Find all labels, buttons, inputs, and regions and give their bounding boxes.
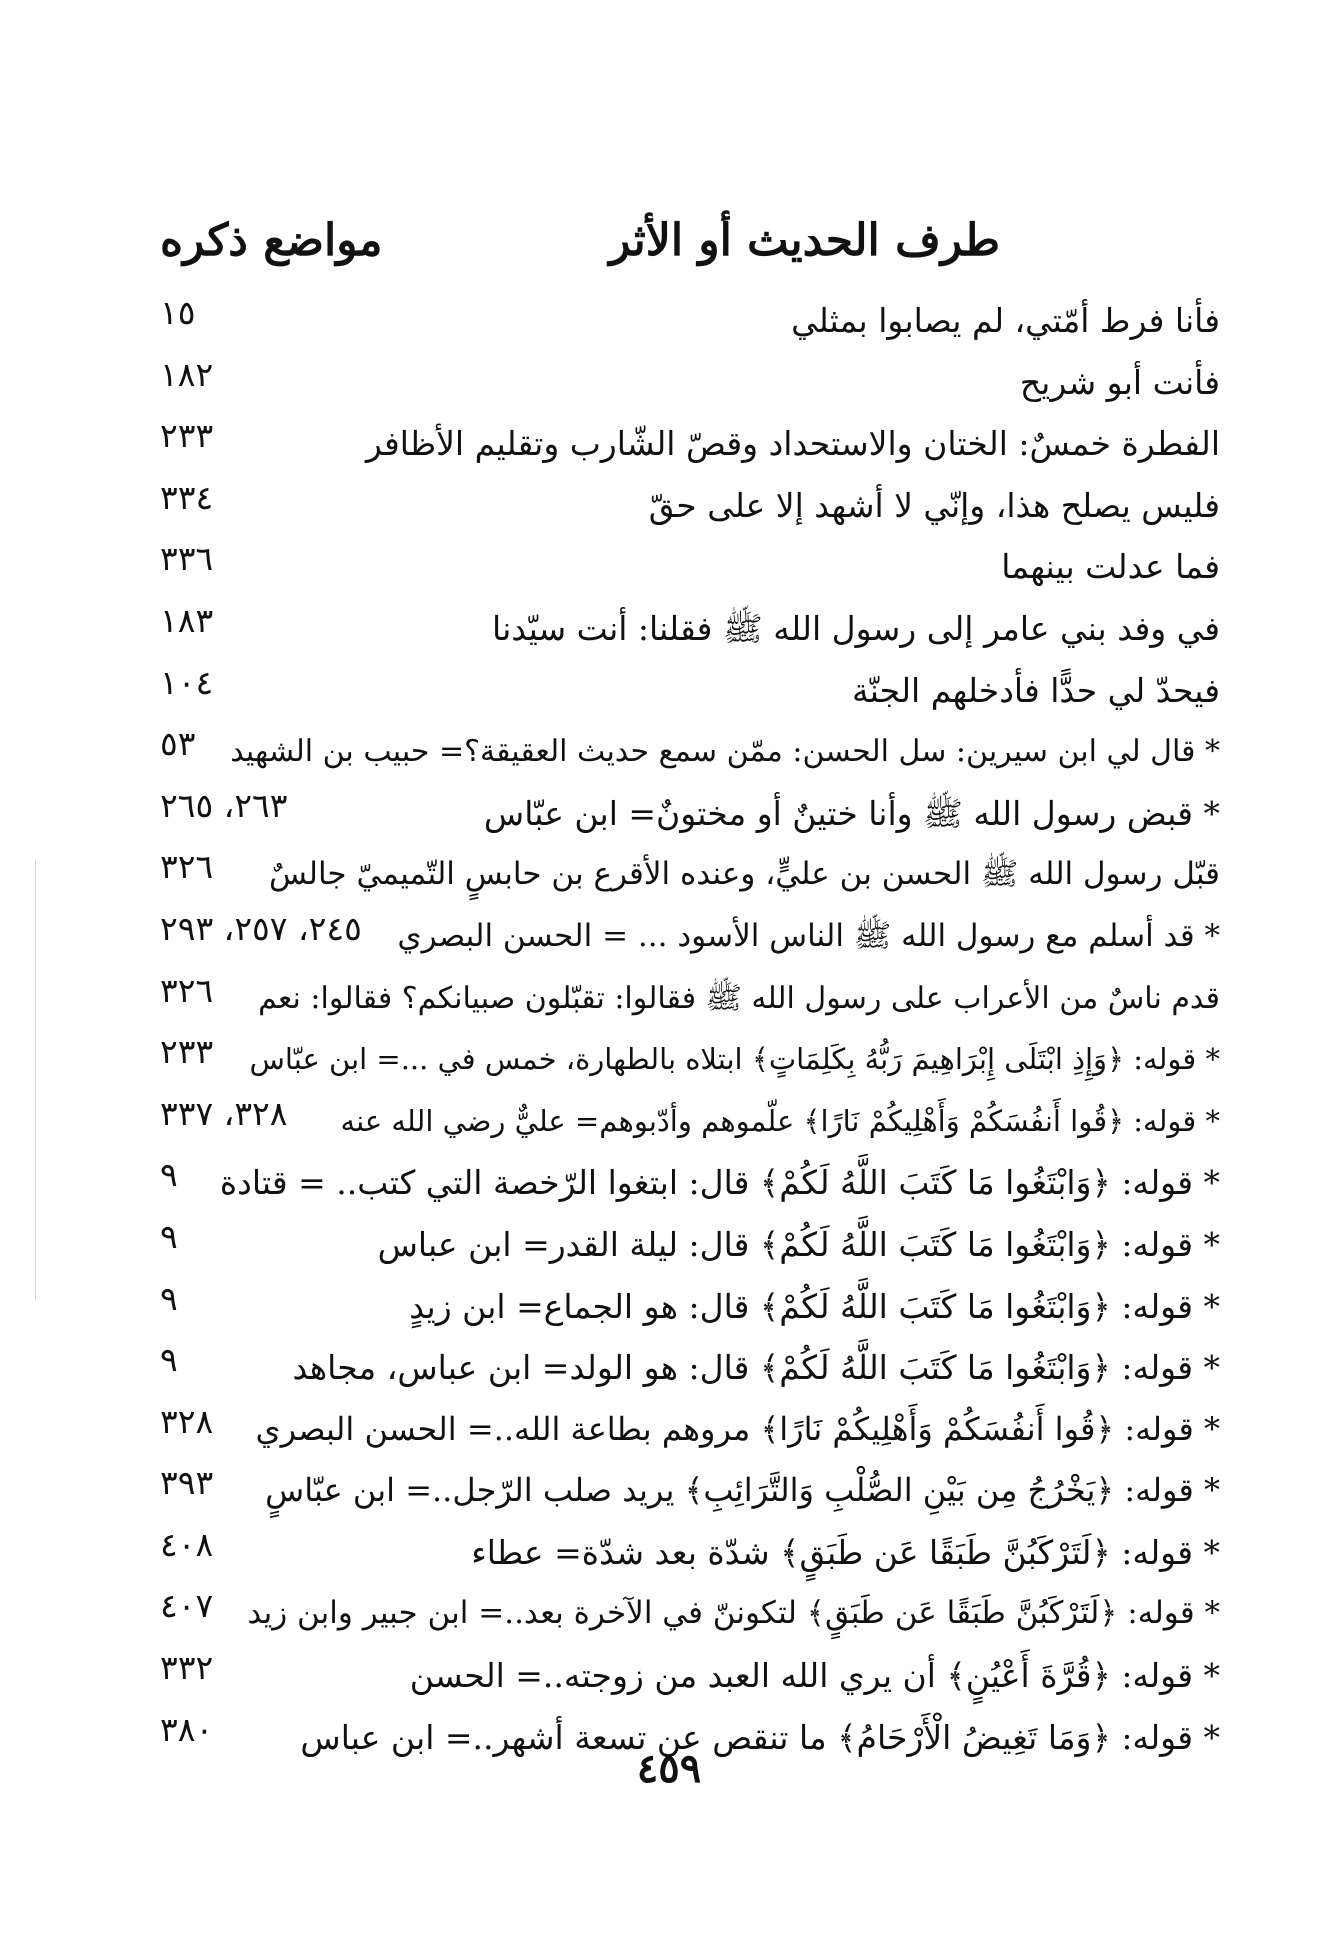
- index-row: [150, 536, 1220, 598]
- page-reference: ٢٦٣، ٢٦٥: [160, 785, 288, 825]
- hadith-text: * قوله: ﴿وَابْتَغُوا مَا كَتَبَ اللَّهُ لَكُمْ﴾ قال: هو الولد= ابن عباس، مجاهد: [292, 1348, 1220, 1388]
- index-row: [150, 1029, 1220, 1091]
- hadith-text: فما عدلت بينهما: [1001, 547, 1220, 587]
- hadith-text: قدم ناسٌ من الأعراب على رسول الله ﷺ فقالوا: تقبّلون صبيانكم؟ فقالوا: نعم: [258, 980, 1220, 1016]
- hadith-text: * قوله: ﴿قُرَّةَ أَعْيُنٍ﴾ أن يري الله العبد من زوجته..= الحسن: [409, 1656, 1220, 1696]
- index-row: [150, 1276, 1220, 1338]
- page-reference: ٩: [160, 1278, 178, 1318]
- index-row: [150, 475, 1220, 537]
- page-reference: ٢٣٣: [160, 1032, 214, 1072]
- index-row: [150, 1337, 1220, 1399]
- index-row: [150, 1583, 1220, 1645]
- hadith-text: فليس يصلح هذا، وإنّي لا أشهد إلا على حقّ: [648, 485, 1220, 525]
- hadith-text: * قوله: ﴿لَتَرْكَبُنَّ طَبَقًا عَن طَبَقٍ﴾ لتكوننّ في الآخرة بعد..= ابن جبير وابن زيد: [247, 1595, 1220, 1632]
- page-reference: ٣٣٦: [160, 539, 214, 579]
- page-reference: ٢٣٣: [160, 416, 214, 456]
- page-reference: ٢٤٥، ٢٥٧، ٢٩٣: [160, 908, 362, 948]
- index-row: [150, 906, 1220, 968]
- hadith-text: * قوله: ﴿يَخْرُجُ مِن بَيْنِ الصُّلْبِ وَالتَّرَائِبِ﴾ يريد صلب الرّجل..= ابن عبّاسٍ: [265, 1471, 1220, 1510]
- hadith-text: فيحدّ لي حدًّا فأدخلهم الجنّة: [852, 670, 1220, 710]
- hadith-text: * قبض رسول الله ﷺ وأنا ختينٌ أو مختونٌ= ابن عبّاس: [483, 793, 1220, 833]
- page-reference: ٣٢٦: [160, 970, 214, 1010]
- hadith-text: قبّل رسول الله ﷺ الحسن بن عليٍّ، وعنده الأقرع بن حابسٍ التّميميّ جالسٌ: [269, 856, 1220, 893]
- index-row: [150, 1645, 1220, 1707]
- hadith-text: * قوله: ﴿وَابْتَغُوا مَا كَتَبَ اللَّهُ لَكُمْ﴾ قال: هو الجماع= ابن زيدٍ: [409, 1286, 1220, 1326]
- hadith-text: * قوله: ﴿وَابْتَغُوا مَا كَتَبَ اللَّهُ لَكُمْ﴾ قال: ليلة القدر= ابن عباس: [377, 1224, 1220, 1264]
- page-reference: ٣٨٠: [160, 1709, 214, 1749]
- page-reference: ١٨٣: [160, 600, 214, 640]
- index-row: [150, 660, 1220, 722]
- page-reference: ٤٠٧: [160, 1586, 214, 1626]
- index-list: [150, 290, 1220, 1768]
- hadith-text: * قوله: ﴿وَابْتَغُوا مَا كَتَبَ اللَّهُ لَكُمْ﴾ قال: ابتغوا الرّخصة التي كتب.. = قتادة: [219, 1163, 1220, 1203]
- hadith-text: فأنا فرط أمّتي، لم يصابوا بمثلي: [791, 301, 1220, 340]
- page-reference: ١٠٤: [160, 662, 214, 702]
- pages-column-title: مواضع ذكره: [160, 215, 383, 266]
- hadith-text: في وفد بني عامر إلى رسول الله ﷺ فقلنا: أنت سيّدنا: [492, 608, 1220, 648]
- page-reference: ٣٢٨: [160, 1401, 214, 1441]
- column-header: [150, 215, 1220, 285]
- index-row: [150, 413, 1220, 475]
- index-row: [150, 598, 1220, 660]
- hadith-text: * قد أسلم مع رسول الله ﷺ الناس الأسود ... = الحسن البصري: [397, 917, 1220, 954]
- page-edge-line: [35, 860, 36, 1300]
- hadith-text: * قوله: ﴿وَإِذِ ابْتَلَى إِبْرَاهِيمَ رَبُّهُ بِكَلِمَاتٍ﴾ ابتلاه بالطهارة، خمس في ...= ابن عبّاس: [249, 1042, 1220, 1077]
- hadith-text: فأنت أبو شريح: [1019, 362, 1220, 402]
- index-row: [150, 1522, 1220, 1584]
- page-reference: ٩: [160, 1340, 178, 1380]
- hadith-text: * قوله: ﴿قُوا أَنفُسَكُمْ وَأَهْلِيكُمْ نَارًا﴾ مروهم بطاعة الله..= الحسن البصري: [255, 1409, 1220, 1448]
- page-reference: ١٥: [160, 293, 196, 332]
- hadith-text: * قوله: ﴿وَمَا تَغِيضُ الْأَرْحَامُ﴾ ما تنقص عن تسعة أشهر..= ابن عباس: [300, 1717, 1220, 1757]
- index-row: [150, 352, 1220, 414]
- hadith-text: * قوله: ﴿قُوا أَنفُسَكُمْ وَأَهْلِيكُمْ نَارًا﴾ علّموهم وأدّبوهم= عليٌّ رضي الله عنه: [340, 1103, 1220, 1138]
- hadith-text: الفطرة خمسٌ: الختان والاستحداد وقصّ الشّارب وتقليم الأظافر: [365, 424, 1220, 464]
- page-reference: ٥٣: [160, 724, 196, 764]
- index-row: [150, 968, 1220, 1030]
- index-row: [150, 721, 1220, 783]
- page-reference: ١٨٢: [160, 354, 214, 394]
- page-reference: ٣٢٦: [160, 847, 214, 887]
- index-row: [150, 783, 1220, 845]
- page-reference: ٤٠٨: [160, 1524, 214, 1564]
- index-row: [150, 1214, 1220, 1276]
- page-reference: ٣٢٨، ٣٣٧: [160, 1093, 288, 1133]
- page-reference: ٩: [160, 1155, 178, 1195]
- page-reference: ٣٩٣: [160, 1463, 214, 1503]
- index-row: [150, 1152, 1220, 1214]
- hadith-text: * قوله: ﴿لَتَرْكَبُنَّ طَبَقًا عَن طَبَقٍ﴾ شدّة بعد شدّة= عطاء: [471, 1532, 1220, 1572]
- page-reference: ٣٣٤: [160, 477, 214, 517]
- hadith-column-title: طرف الحديث أو الأثر: [609, 215, 1000, 266]
- index-row: [150, 844, 1220, 906]
- index-row: [150, 1091, 1220, 1153]
- page-reference: ٩: [160, 1216, 178, 1256]
- index-row: [150, 1460, 1220, 1522]
- index-row: [150, 1399, 1220, 1461]
- index-row: [150, 290, 1220, 352]
- hadith-text: * قال لي ابن سيرين: سل الحسن: ممّن سمع حديث العقيقة؟= حبيب بن الشهيد: [230, 734, 1220, 770]
- page-reference: ٣٣٢: [160, 1648, 214, 1688]
- page-number: ٤٥٩: [636, 1745, 702, 1792]
